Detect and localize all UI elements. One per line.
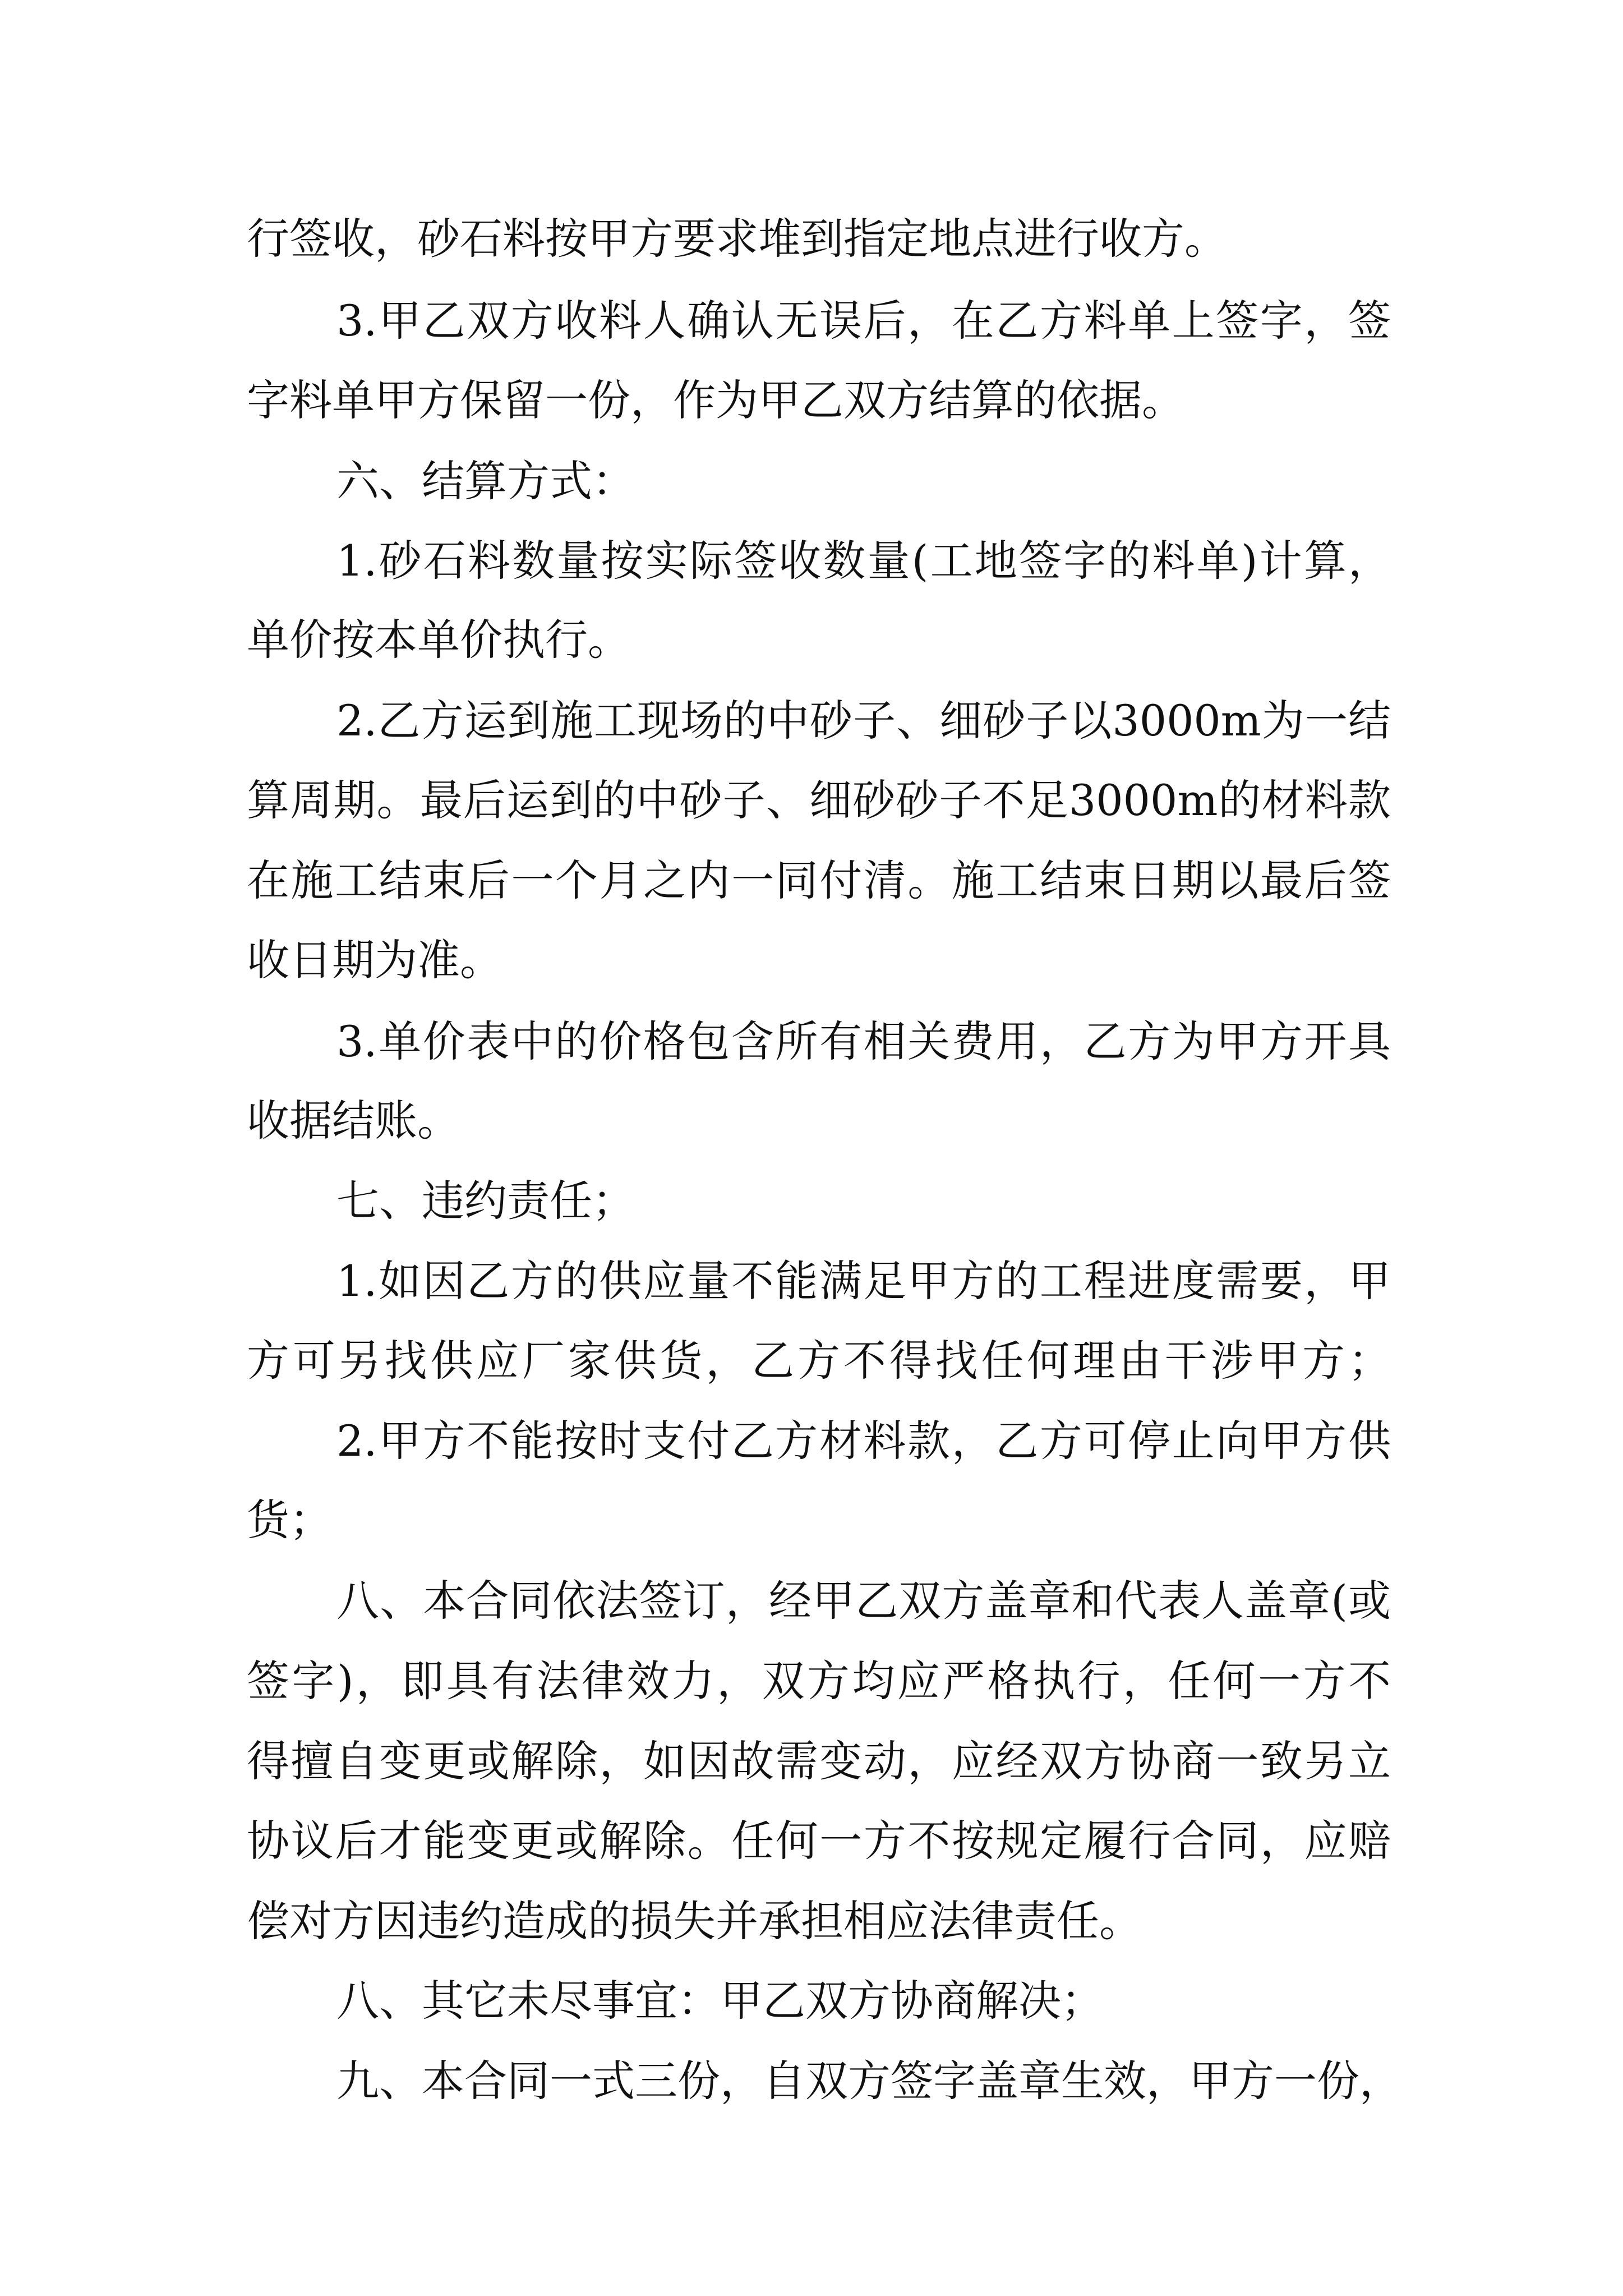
text-line: 偿对方因违约造成的损失并承担相应法律责任。 bbox=[247, 1896, 1142, 1946]
text-line: 2.甲方不能按时支付乙方材料款，乙方可停止向甲方供 bbox=[336, 1416, 1391, 1466]
section-heading: 八、本合同依法签订，经甲乙双方盖章和代表人盖章(或 bbox=[336, 1576, 1391, 1626]
text-line: 算周期。最后运到的中砂子、细砂砂子不足3000m的材料款 bbox=[247, 775, 1391, 825]
text-line: 3.甲乙双方收料人确认无误后，在乙方料单上签字，签 bbox=[336, 296, 1391, 346]
text-line: 字料单甲方保留一份，作为甲乙双方结算的依据。 bbox=[247, 375, 1184, 425]
text-line: 方可另找供应厂家供货，乙方不得找任何理由干涉甲方； bbox=[247, 1336, 1391, 1386]
text-line: 单价按本单价执行。 bbox=[247, 615, 630, 665]
text-line: 签字)，即具有法律效力，双方均应严格执行，任何一方不 bbox=[247, 1656, 1391, 1706]
section-heading: 六、结算方式： bbox=[336, 456, 635, 506]
section-heading: 九、本合同一式三份，自双方签字盖章生效，甲方一份， bbox=[336, 2056, 1402, 2106]
text-line: 3.单价表中的价格包含所有相关费用，乙方为甲方开具 bbox=[336, 1016, 1391, 1066]
text-line: 在施工结束后一个月之内一同付清。施工结束日期以最后签 bbox=[247, 855, 1391, 905]
text-line: 货； bbox=[247, 1495, 332, 1545]
text-line: 得擅自变更或解除，如因故需变动，应经双方协商一致另立 bbox=[247, 1736, 1391, 1786]
text-line: 协议后才能变更或解除。任何一方不按规定履行合同，应赔 bbox=[247, 1816, 1391, 1866]
text-line: 收据结账。 bbox=[247, 1096, 460, 1145]
text-line: 2.乙方运到施工现场的中砂子、细砂子以3000m为一结 bbox=[336, 696, 1391, 746]
section-heading: 八、其它未尽事宜：甲乙双方协商解决； bbox=[336, 1976, 1104, 2026]
section-heading: 七、违约责任； bbox=[336, 1176, 635, 1226]
text-line: 1.如因乙方的供应量不能满足甲方的工程进度需要，甲 bbox=[336, 1256, 1391, 1306]
text-line: 1.砂石料数量按实际签收数量(工地签字的料单)计算， bbox=[336, 536, 1391, 586]
text-line: 收日期为准。 bbox=[247, 935, 502, 985]
text-line: 行签收，砂石料按甲方要求堆到指定地点进行收方。 bbox=[247, 214, 1227, 264]
